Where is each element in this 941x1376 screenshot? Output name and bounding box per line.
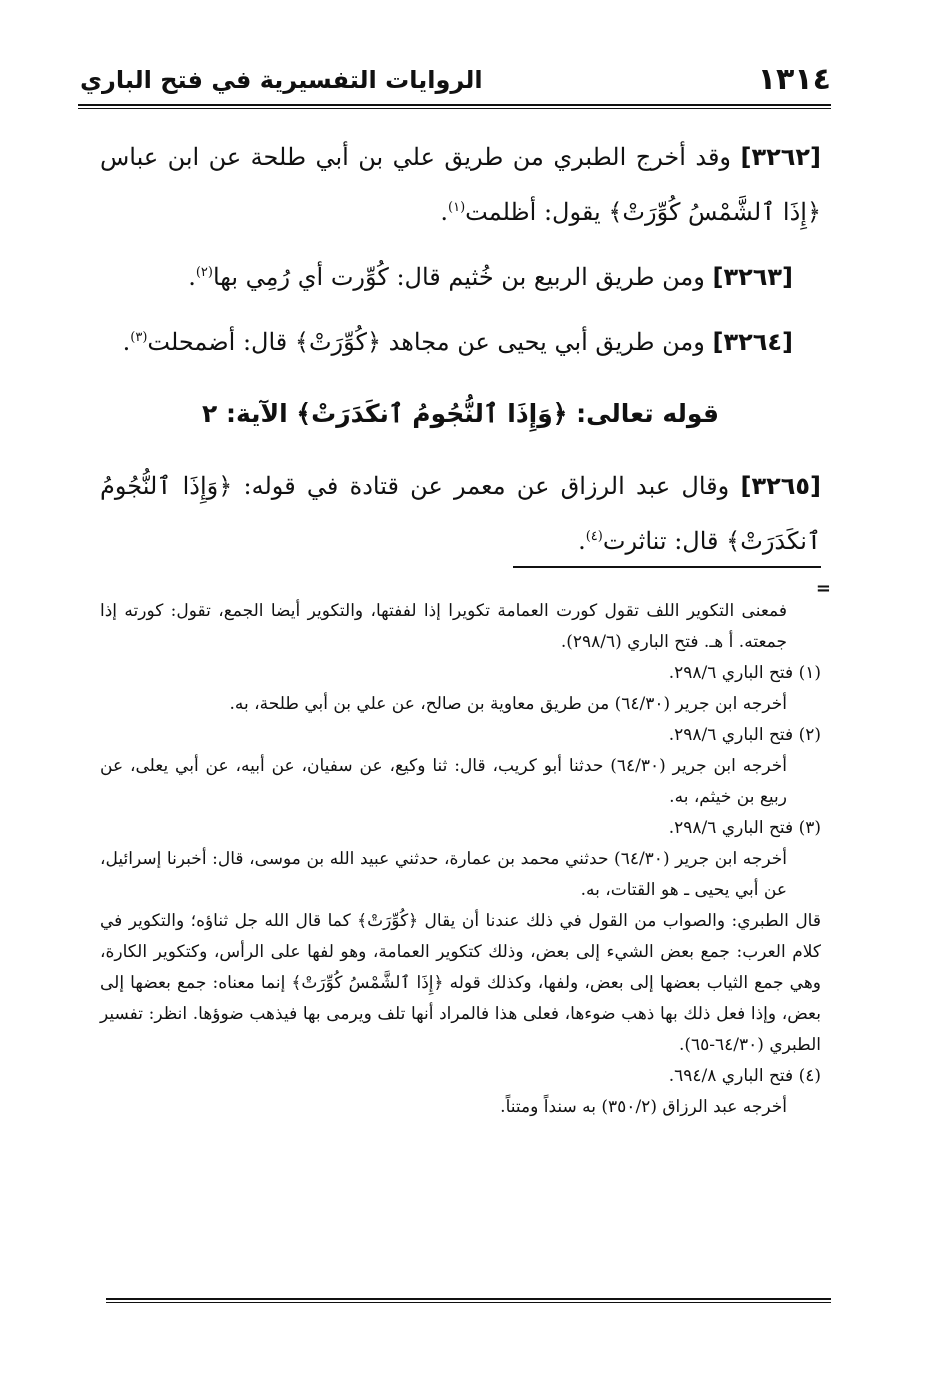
footnote-4-detail: أخرجه عبد الرزاق (٣٥٠/٢) به سنداً ومتناً.	[500, 1097, 787, 1117]
paragraph-text: وقال عبد الرزاق عن معمر عن قتادة في قوله: ﴿وَإِذَا ٱلنُّجُومُ ٱنكَدَرَتْ﴾ قال: تناثرت	[100, 472, 821, 555]
paragraph-3263	[100, 250, 793, 305]
page-header	[80, 60, 831, 100]
footer-rule	[106, 1298, 831, 1303]
footnote-separator	[513, 566, 821, 568]
footnote-1-detail: أخرجه ابن جرير (٦٤/٣٠) من طريق معاوية بن صالح، عن علي بن أبي طلحة، به.	[229, 694, 787, 714]
paragraph-3264	[100, 315, 793, 370]
paragraph-number: [٣٢٦٥]	[740, 472, 821, 500]
main-text	[100, 130, 821, 579]
footnote-ref: (٤)	[585, 529, 603, 544]
continuation-mark: =	[815, 578, 831, 599]
footnote-ref: (٢)	[195, 265, 213, 280]
sentence-end: .	[122, 328, 131, 356]
page-number: ١٣١٤	[757, 62, 831, 97]
sentence-end: .	[578, 527, 586, 555]
footnote-4: (٤) فتح الباري ٦٩٤/٨.	[668, 1066, 821, 1086]
footnote-3-tabari: قال الطبري: والصواب من القول في ذلك عندنا أن يقال ﴿كُوِّرَتْ﴾ كما قال الله جل ثناؤه؛ والتكوير في كلام العرب: جمع بعض الشيء إلى بعض، وذلك كتكوير العمامة، وهو لفها على الرأس، وكتكوير الكارة، وهي جمع الثياب بعضها إلى بعض، ولفها، وكذلك قوله ﴿إِذَا ٱلشَّمْسُ كُوِّرَتْ﴾ إنما معناه: جمع بعضها إلى بعض، وإذا فعل ذلك بها ذهب ضوءها، فعلى هذا فالمراد أنها تلف ويرمى بها فيذهب ضوؤها. انظر: تفسير الطبري (٦٤/٣٠-٦٥).	[100, 911, 821, 1055]
footnote-1: (١) فتح الباري ٢٩٨/٦.	[668, 663, 821, 683]
footnote-2: (٢) فتح الباري ٢٩٨/٦.	[668, 725, 821, 745]
header-rule	[78, 104, 831, 109]
footnote-3: (٣) فتح الباري ٢٩٨/٦.	[668, 818, 821, 838]
footnote-continuation: فمعنى التكوير اللف تقول كورت العمامة تكويرا إذا لففتها، والتكوير أيضا الجمع، تقول: كورته إذا جمعته. أ هـ. فتح الباري (٢٩٨/٦).	[100, 601, 787, 652]
footnote-ref: (١)	[448, 200, 466, 215]
running-title: الروايات التفسيرية في فتح الباري	[80, 66, 483, 94]
paragraph-3265	[100, 459, 821, 569]
paragraph-text: ومن طريق الربيع بن خُثيم قال: كُوِّرت أي رُمِي بها	[212, 263, 705, 291]
paragraph-text: وقد أخرج الطبري من طريق علي بن أبي طلحة عن ابن عباس ﴿إِذَا ٱلشَّمْسُ كُوِّرَتْ﴾ يقول: أظلمت	[100, 143, 821, 226]
footnote-ref: (٣)	[130, 330, 148, 345]
paragraph-number: [٣٢٦٤]	[712, 328, 793, 356]
footnotes	[100, 596, 821, 1123]
paragraph-3262	[100, 130, 821, 240]
section-heading: قوله تعالى: ﴿وَإِذَا ٱلنُّجُومُ ٱنكَدَرَتْ﴾ الآية: ٢	[202, 399, 719, 428]
paragraph-number: [٣٢٦٣]	[712, 263, 793, 291]
sentence-end: .	[440, 198, 449, 226]
footnote-3-detail: أخرجه ابن جرير (٦٤/٣٠) حدثني محمد بن عمارة، حدثني عبيد الله بن موسى، قال: أخبرنا إسرائيل، عن أبي يحيى ـ هو القتات، به.	[100, 849, 787, 900]
footnote-2-detail: أخرجه ابن جرير (٦٤/٣٠) حدثنا أبو كريب، قال: ثنا وكيع، عن سفيان، عن أبيه، عن أبي يعلى، عن ربيع بن خيثم، به.	[100, 756, 787, 807]
paragraph-text: ومن طريق أبي يحيى عن مجاهد ﴿كُوِّرَتْ﴾ قال: أضمحلت	[147, 328, 705, 356]
sentence-end: .	[188, 263, 196, 291]
paragraph-number: [٣٢٦٢]	[740, 143, 821, 171]
